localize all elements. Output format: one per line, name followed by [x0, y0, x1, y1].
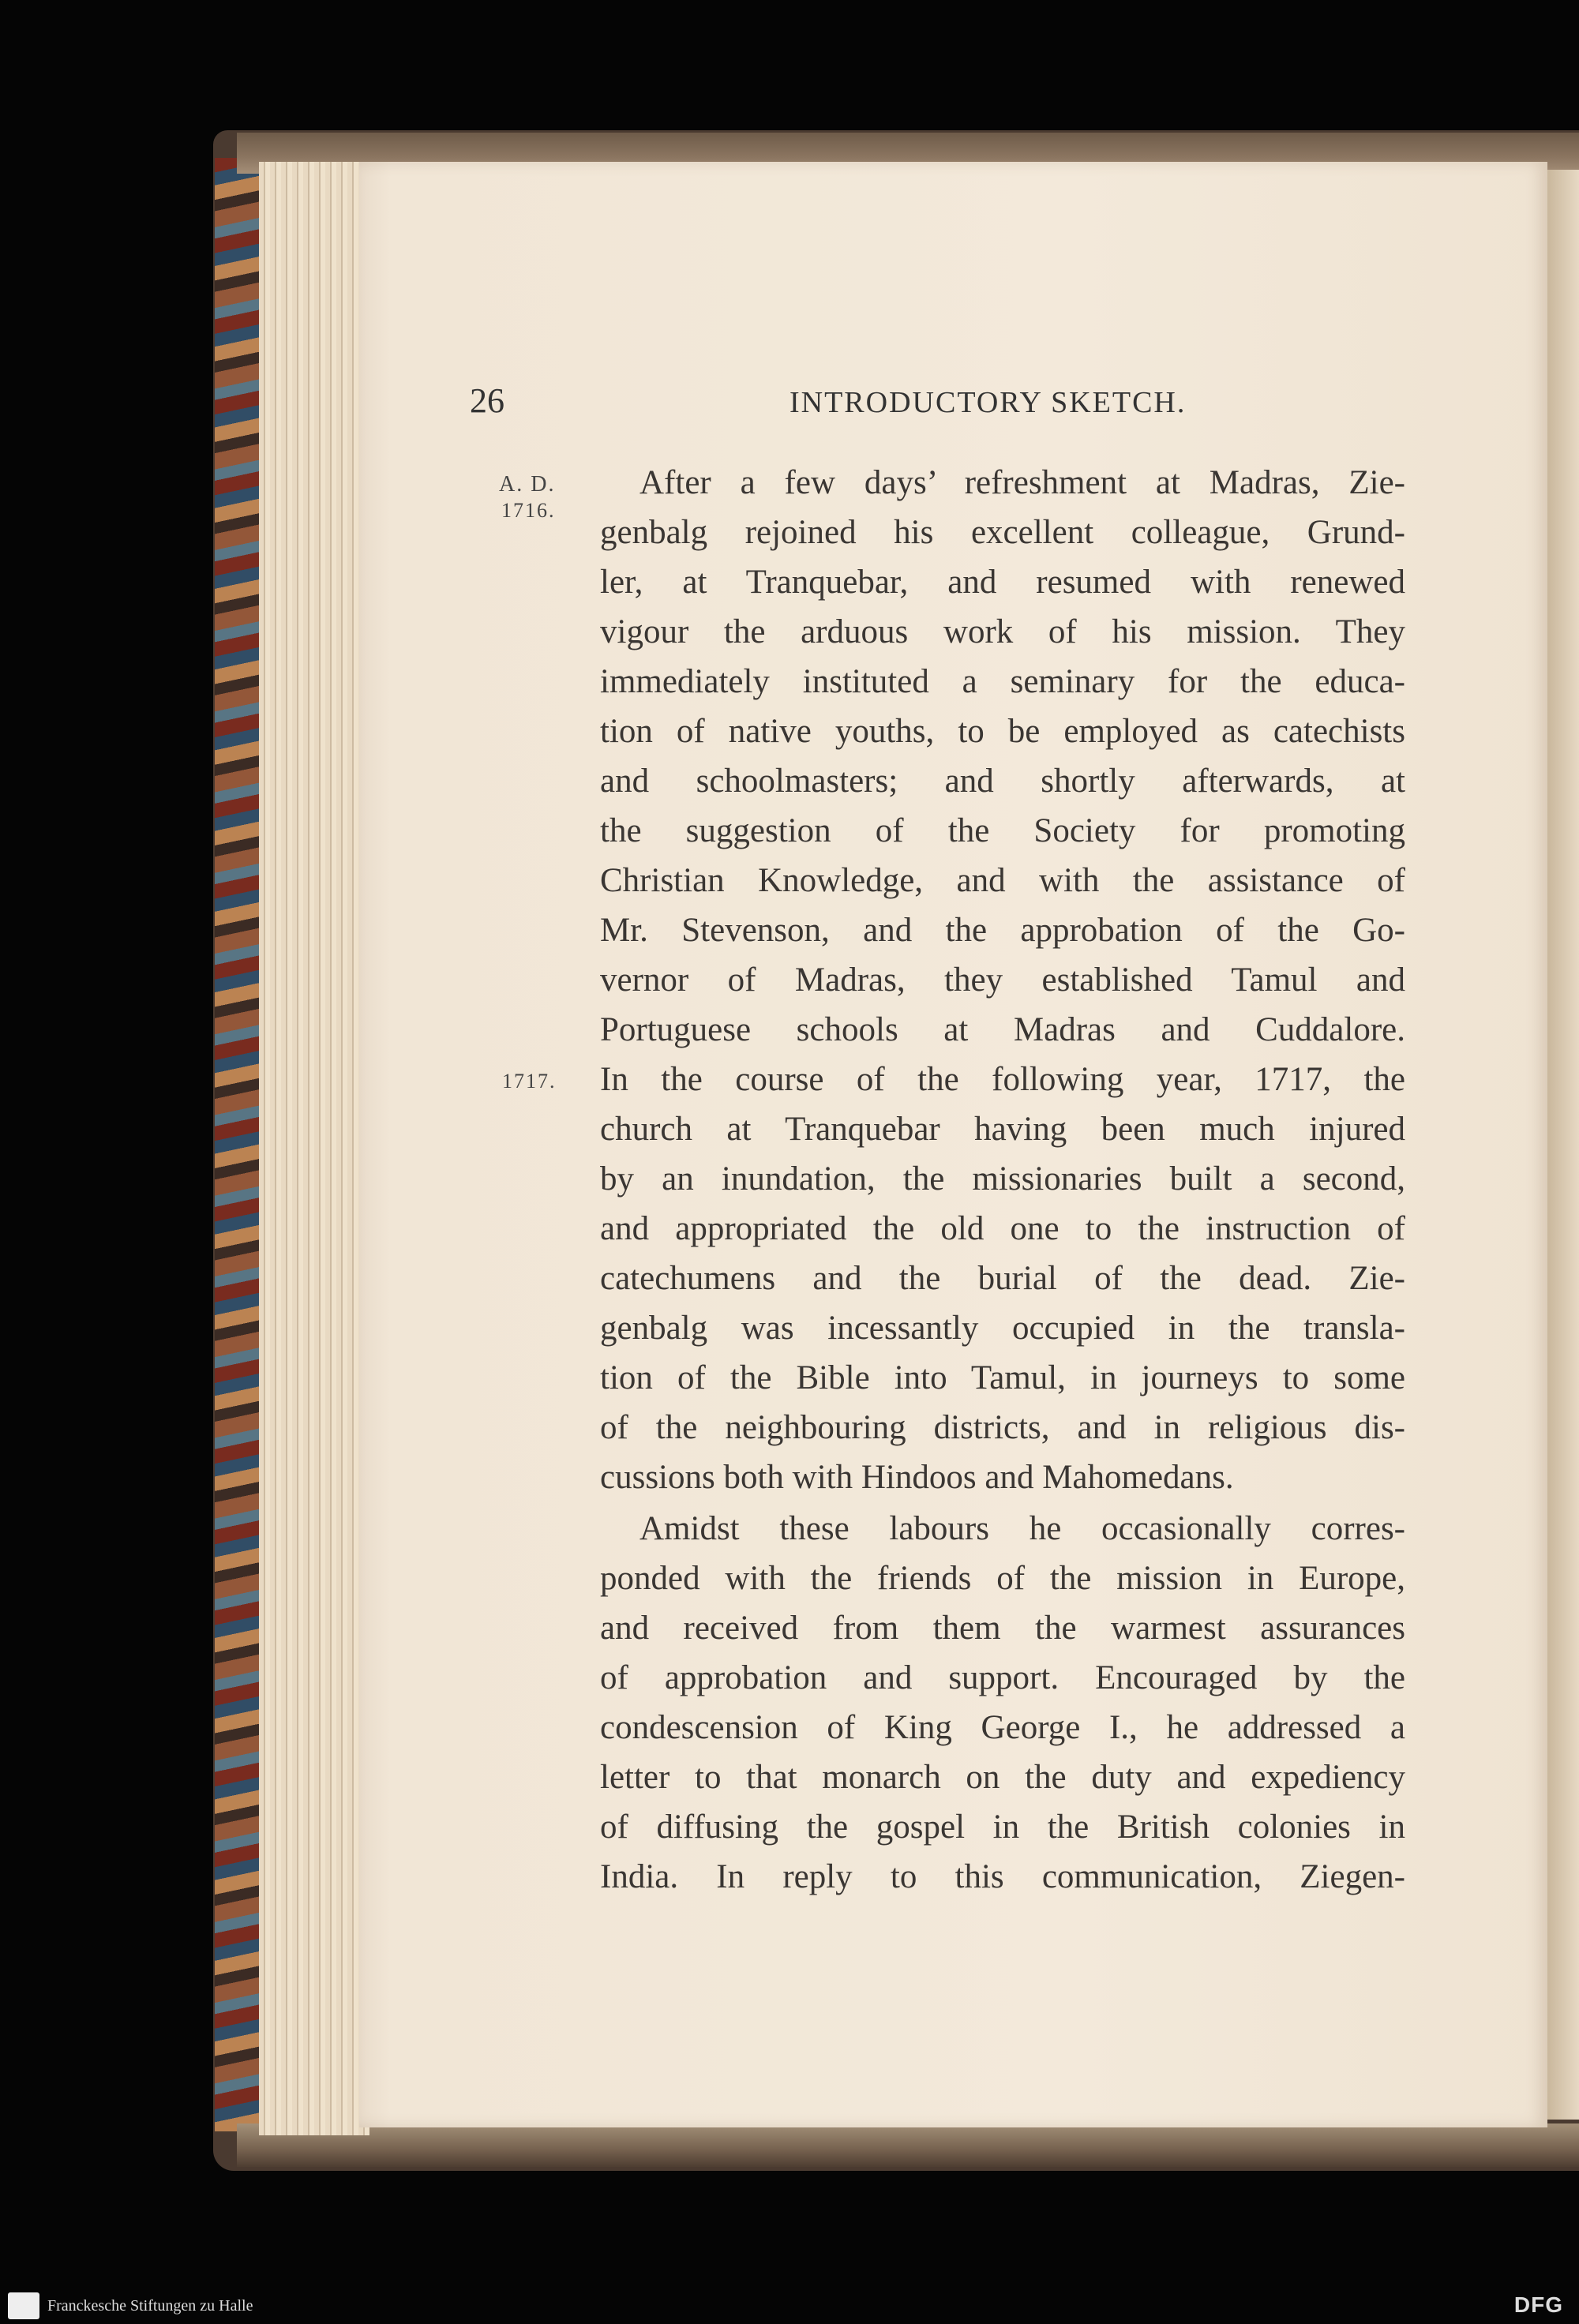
text-line: cussions both with Hindoos and Mahomedans.: [600, 1459, 1234, 1496]
text-line: and schoolmasters; and shortly afterwards, at: [600, 763, 1405, 800]
paragraph-2: [600, 1504, 1405, 1902]
text-line: vernor of Madras, they established Tamul and: [600, 961, 1405, 999]
paragraph-1: [600, 458, 1405, 1502]
text-line: catechumens and the burial of the dead. Zie-: [600, 1260, 1405, 1297]
text-line: Christian Knowledge, and with the assistance of: [600, 862, 1405, 899]
body-text: [600, 458, 1405, 1902]
text-line: Portuguese schools at Madras and Cuddalore.: [600, 1011, 1405, 1048]
text-line: India. In reply to this communication, Ziegen-: [600, 1858, 1405, 1895]
text-line: tion of the Bible into Tamul, in journeys to some: [600, 1359, 1405, 1396]
text-line: letter to that monarch on the duty and expediency: [600, 1759, 1405, 1796]
funder-logo: DFG: [1513, 2292, 1563, 2317]
text-line: church at Tranquebar having been much injured: [600, 1111, 1405, 1148]
institution-logo-icon: [8, 2292, 39, 2319]
text-line: vigour the arduous work of his mission. They: [600, 613, 1405, 650]
text-line: Amidst these labours he occasionally corres-: [639, 1510, 1405, 1547]
text-line: condescension of King George I., he addressed a: [600, 1709, 1405, 1746]
running-head-title: INTRODUCTORY SKETCH.: [790, 386, 1187, 419]
marbled-edge: [215, 158, 264, 2131]
text-line: genbalg was incessantly occupied in the transla-: [600, 1310, 1405, 1347]
text-line: of approbation and support. Encouraged by the: [600, 1659, 1405, 1696]
text-line: ler, at Tranquebar, and resumed with renewed: [600, 564, 1405, 601]
text-line: immediately instituted a seminary for the educa-: [600, 663, 1405, 700]
page-number: 26: [470, 381, 504, 420]
right-page-edge: [1547, 170, 1579, 2120]
text-line: and received from them the warmest assurances: [600, 1610, 1405, 1647]
bottom-board-edge: [237, 2123, 1579, 2167]
footer-institution: Franckesche Stiftungen zu Halle: [47, 2297, 253, 2315]
text-line: of diffusing the gospel in the British colonies in: [600, 1809, 1405, 1846]
margin-note-1717: 1717.: [502, 1070, 557, 1093]
text-line: and appropriated the old one to the instruction of: [600, 1210, 1405, 1247]
margin-note-1716: 1716.: [501, 499, 556, 522]
text-line: ponded with the friends of the mission in Europe,: [600, 1560, 1405, 1597]
page-stack: [259, 162, 369, 2135]
text-line: by an inundation, the missionaries built a second,: [600, 1160, 1405, 1198]
text-line: tion of native youths, to be employed as catechists: [600, 713, 1405, 750]
text-line: In the course of the following year, 1717, the: [600, 1061, 1405, 1098]
text-line: the suggestion of the Society for promoting: [600, 812, 1405, 849]
text-line: After a few days’ refreshment at Madras, Zie-: [639, 464, 1405, 501]
text-line: of the neighbouring districts, and in religious dis-: [600, 1409, 1405, 1446]
text-line: genbalg rejoined his excellent colleague, Grund-: [600, 514, 1405, 551]
text-line: Mr. Stevenson, and the approbation of the Go-: [600, 912, 1405, 949]
margin-note-ad: A. D.: [499, 472, 556, 497]
